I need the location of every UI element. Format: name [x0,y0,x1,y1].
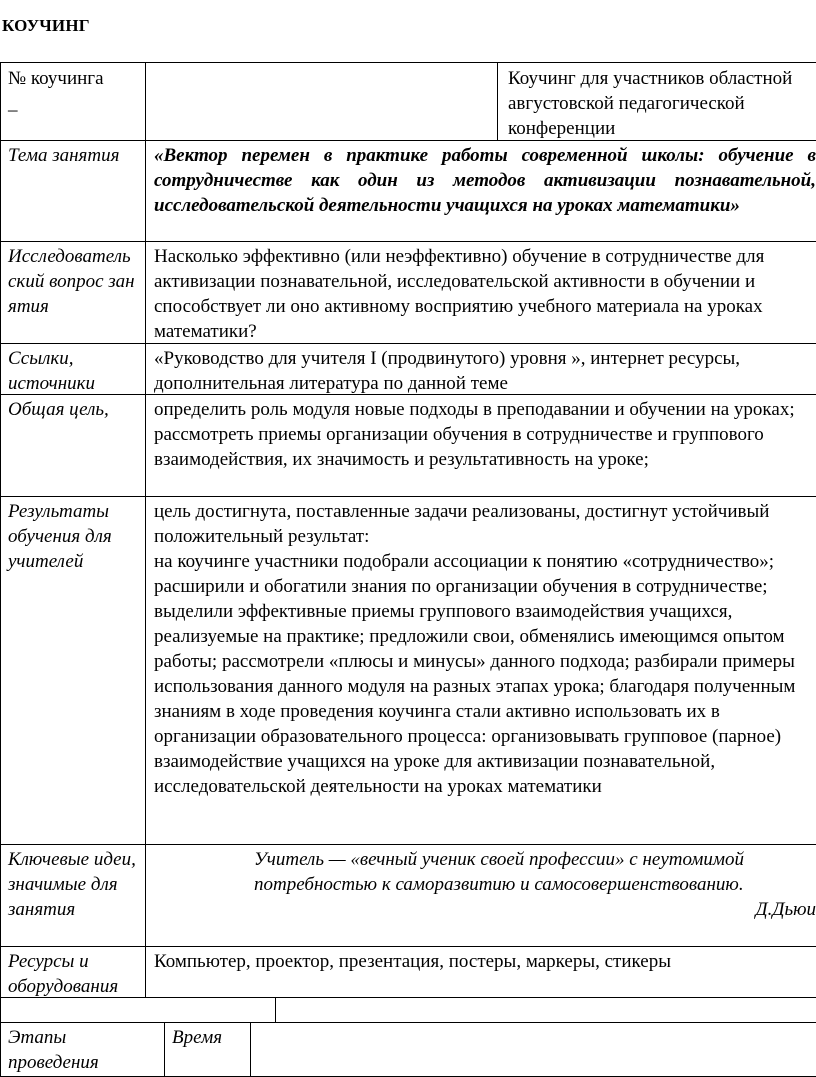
coaching-number-value: _ [8,93,18,114]
results-intro: цель достигнута, поставленные задачи реализованы, достигнут устойчивый положительный результат: [154,501,770,547]
research-question-label: Исследовательский вопрос занятия [8,246,135,317]
goal-label: Общая цель, [8,399,109,420]
key-ideas-label: Ключевые идеи, значимые для занятия [8,849,136,920]
document-title: КОУЧИНГ [2,16,90,35]
research-question-content: Насколько эффективно (или неэффективно) обучение в сотрудничестве для активизации познавательной, исследовательской активности в обучении и способствует ли оно активному восприятию учебного материала на уроках математики? [154,246,765,342]
coaching-number-label: № коучинга [8,68,104,89]
stages-label: Этапы проведения [8,1027,99,1073]
key-ideas-author: Д.Дьюи [755,899,816,920]
resources-content: Компьютер, проектор, презентация, постеры, маркеры, стикеры [154,951,671,972]
stages-time-label: Время [172,1027,223,1048]
sources-label: Ссылки, источники [8,348,96,394]
key-ideas-quote: Учитель — «вечный ученик своей профессии» с неутомимой потребностью к саморазвитию и самосовершенствованию. [254,849,745,895]
goal-content: определить роль модуля новые подходы в преподавании и обучении на уроках; рассмотреть приемы организации обучения в сотрудничестве и группового взаимодействия, их значимость и результативность на уроке; [154,399,795,470]
coaching-description: Коучинг для участников областной августовской педагогической конференции [508,68,793,139]
theme-content: «Вектор перемен в практике работы современной школы: обучение в сотрудничестве как один из методов активизации познавательной, исследовательской деятельности учащихся на уроках математики» [154,145,816,216]
results-content: на коучинге участники подобрали ассоциации к понятию «сотрудничество»; расширили и обогатили знания по организации обучения в сотрудничестве; выделили эффективные приемы группового взаимодействия учащихся, реализуемые на практике; предложили свои, обменялись имеющимся опытом работы; рассмотрели «плюсы и минусы» данного подхода; разбирали примеры использования данного модуля на разных этапах урока; благодаря полученным знаниям в ходе проведения коучинга стали активно использовать их в организации образовательного процесса: организовывать групповое (парное) взаимодействие учащихся на уроке для активизации познавательной, исследовательской деятельности на уроках математики [154,551,796,797]
resources-label: Ресурсы и оборудования [8,951,119,997]
theme-label: Тема занятия [8,145,120,166]
sources-content: «Руководство для учителя I (продвинутого) уровня », интернет ресурсы, дополнительная литература по данной теме [154,348,741,394]
results-label: Результаты обучения для учителей [8,501,112,572]
